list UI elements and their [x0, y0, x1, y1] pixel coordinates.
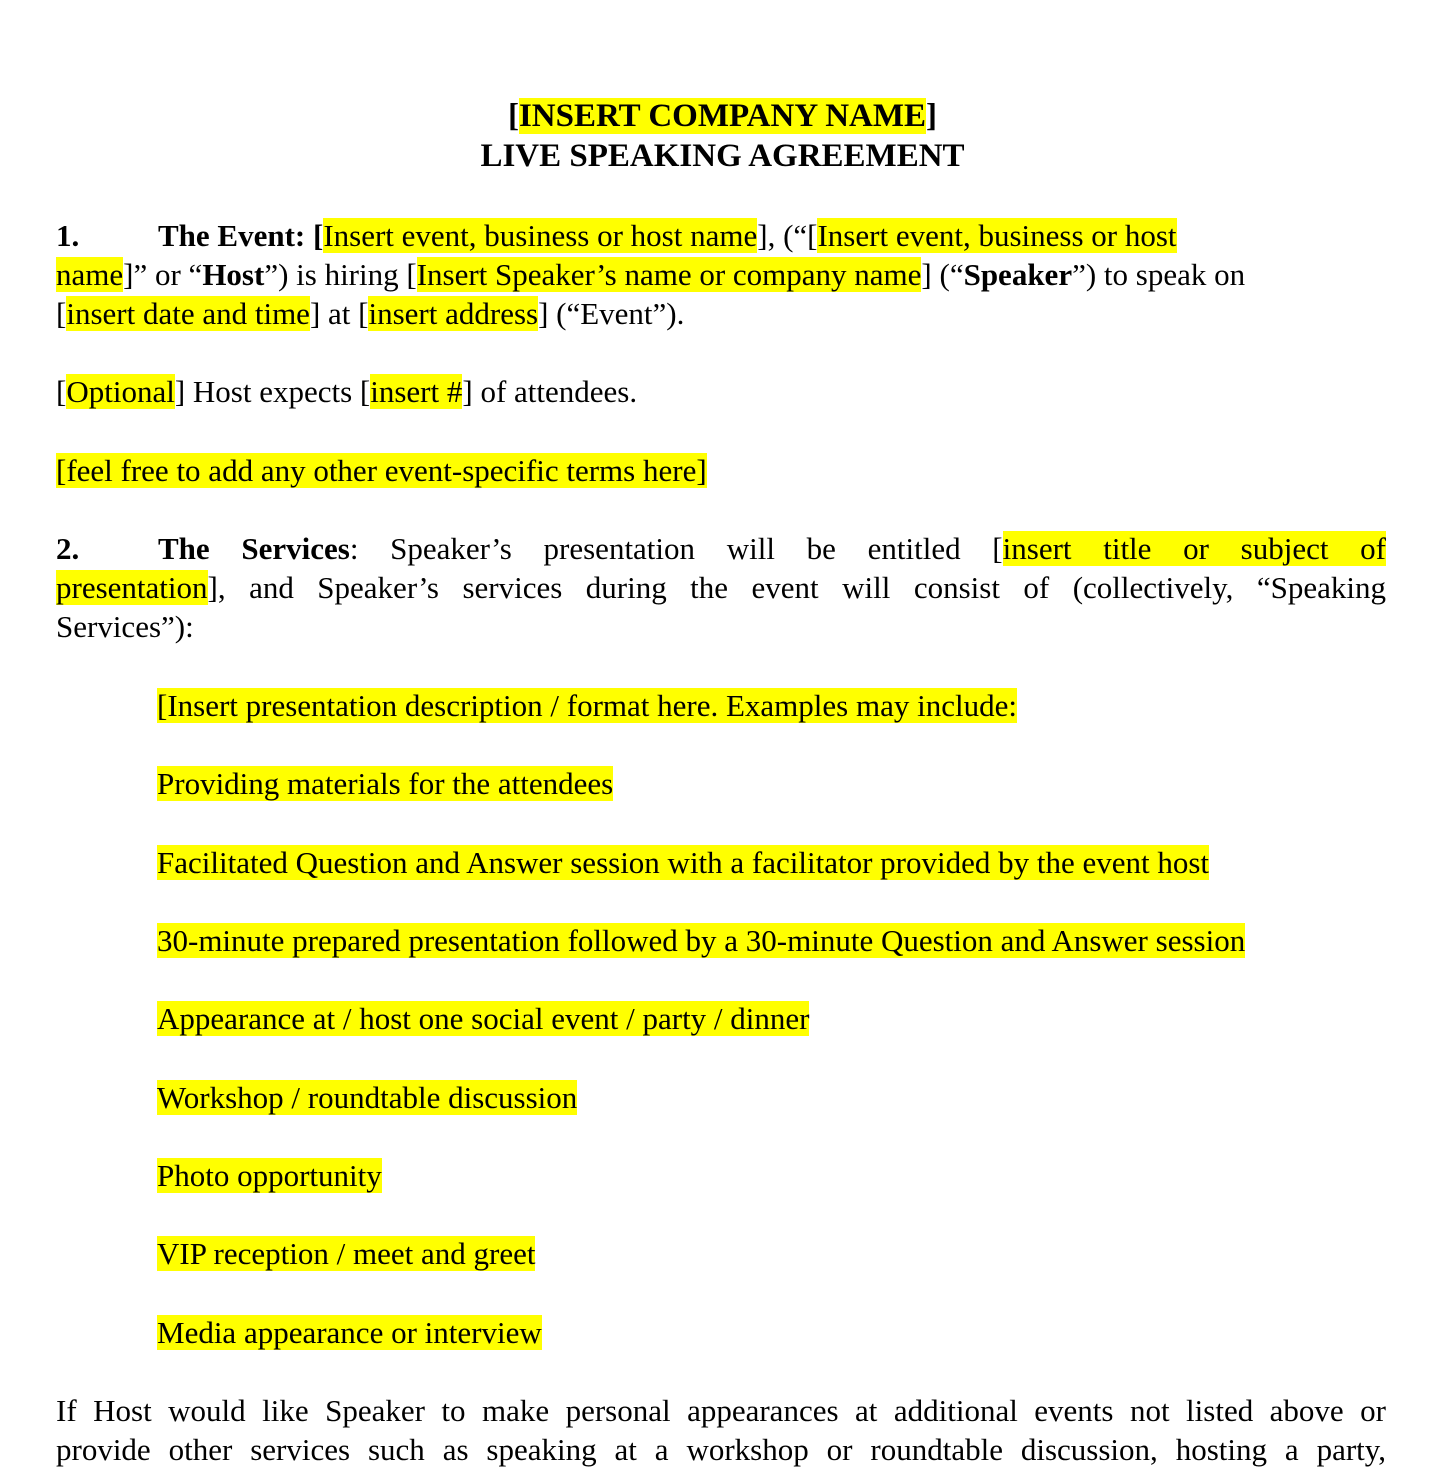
- attendee-count-placeholder: insert #: [370, 374, 463, 409]
- list-item: Photo opportunity: [157, 1158, 382, 1193]
- section-1-heading: The Event:: [158, 218, 306, 253]
- event-name-placeholder-2: Insert event, business or host: [817, 218, 1177, 253]
- speaker-name-placeholder: Insert Speaker’s name or company name: [416, 257, 922, 292]
- agreement-title: LIVE SPEAKING AGREEMENT: [480, 138, 965, 174]
- closing-line-2: provide other services such as speaking at a workshop or roundtable discussion, hosting a party,: [56, 1432, 1386, 1467]
- section-1-number: 1.: [56, 218, 80, 253]
- section-1-line-1: 1. The Event: [Insert event, business or host name], (“[Insert event, business or host: [56, 218, 1177, 253]
- list-item: Media appearance or interview: [157, 1315, 542, 1350]
- company-name-placeholder: INSERT COMPANY NAME: [518, 98, 927, 134]
- presentation-title-placeholder: insert title or subject of: [1002, 531, 1386, 566]
- section-2-line-2: presentation], and Speaker’s services during the event will consist of (collectively, “Speaking: [56, 570, 1386, 605]
- section-2-line-1: 2. The Services: Speaker’s presentation will be entitled [insert title or subject of: [56, 531, 1386, 566]
- closing-line-1: If Host would like Speaker to make personal appearances at additional events not listed above or: [56, 1393, 1386, 1428]
- section-2-line-3: Services”):: [56, 609, 194, 644]
- list-item: Facilitated Question and Answer session with a facilitator provided by the event host: [157, 845, 1210, 880]
- address-placeholder: insert address: [368, 296, 539, 331]
- list-item: [Insert presentation description / format here. Examples may include:: [157, 688, 1017, 723]
- section-2-heading: The Services: [158, 531, 350, 566]
- list-item: Appearance at / host one social event / party / dinner: [157, 1001, 810, 1036]
- event-name-placeholder: Insert event, business or host name: [323, 218, 758, 253]
- speaker-defined-term: Speaker: [963, 257, 1073, 292]
- optional-placeholder: Optional: [66, 374, 175, 409]
- list-item: Providing materials for the attendees: [157, 766, 614, 801]
- host-defined-term: Host: [202, 257, 265, 292]
- date-time-placeholder: insert date and time: [66, 296, 310, 331]
- event-terms-placeholder: [feel free to add any other event-specific terms here]: [56, 453, 707, 488]
- list-item: Workshop / roundtable discussion: [157, 1080, 578, 1115]
- list-item: VIP reception / meet and greet: [157, 1236, 536, 1271]
- section-1-line-3: [insert date and time] at [insert address] (“Event”).: [56, 296, 685, 331]
- section-1-line-2: name]” or “Host”) is hiring [Insert Speaker’s name or company name] (“Speaker”) to speak on: [56, 257, 1246, 292]
- list-item: 30-minute prepared presentation followed by a 30-minute Question and Answer session: [157, 923, 1246, 958]
- attendees-paragraph: [Optional] Host expects [insert #] of attendees.: [56, 374, 638, 409]
- event-terms-paragraph: [56, 451, 1386, 490]
- section-2-number: 2.: [56, 531, 80, 566]
- company-name-heading: [INSERT COMPANY NAME]: [507, 98, 938, 134]
